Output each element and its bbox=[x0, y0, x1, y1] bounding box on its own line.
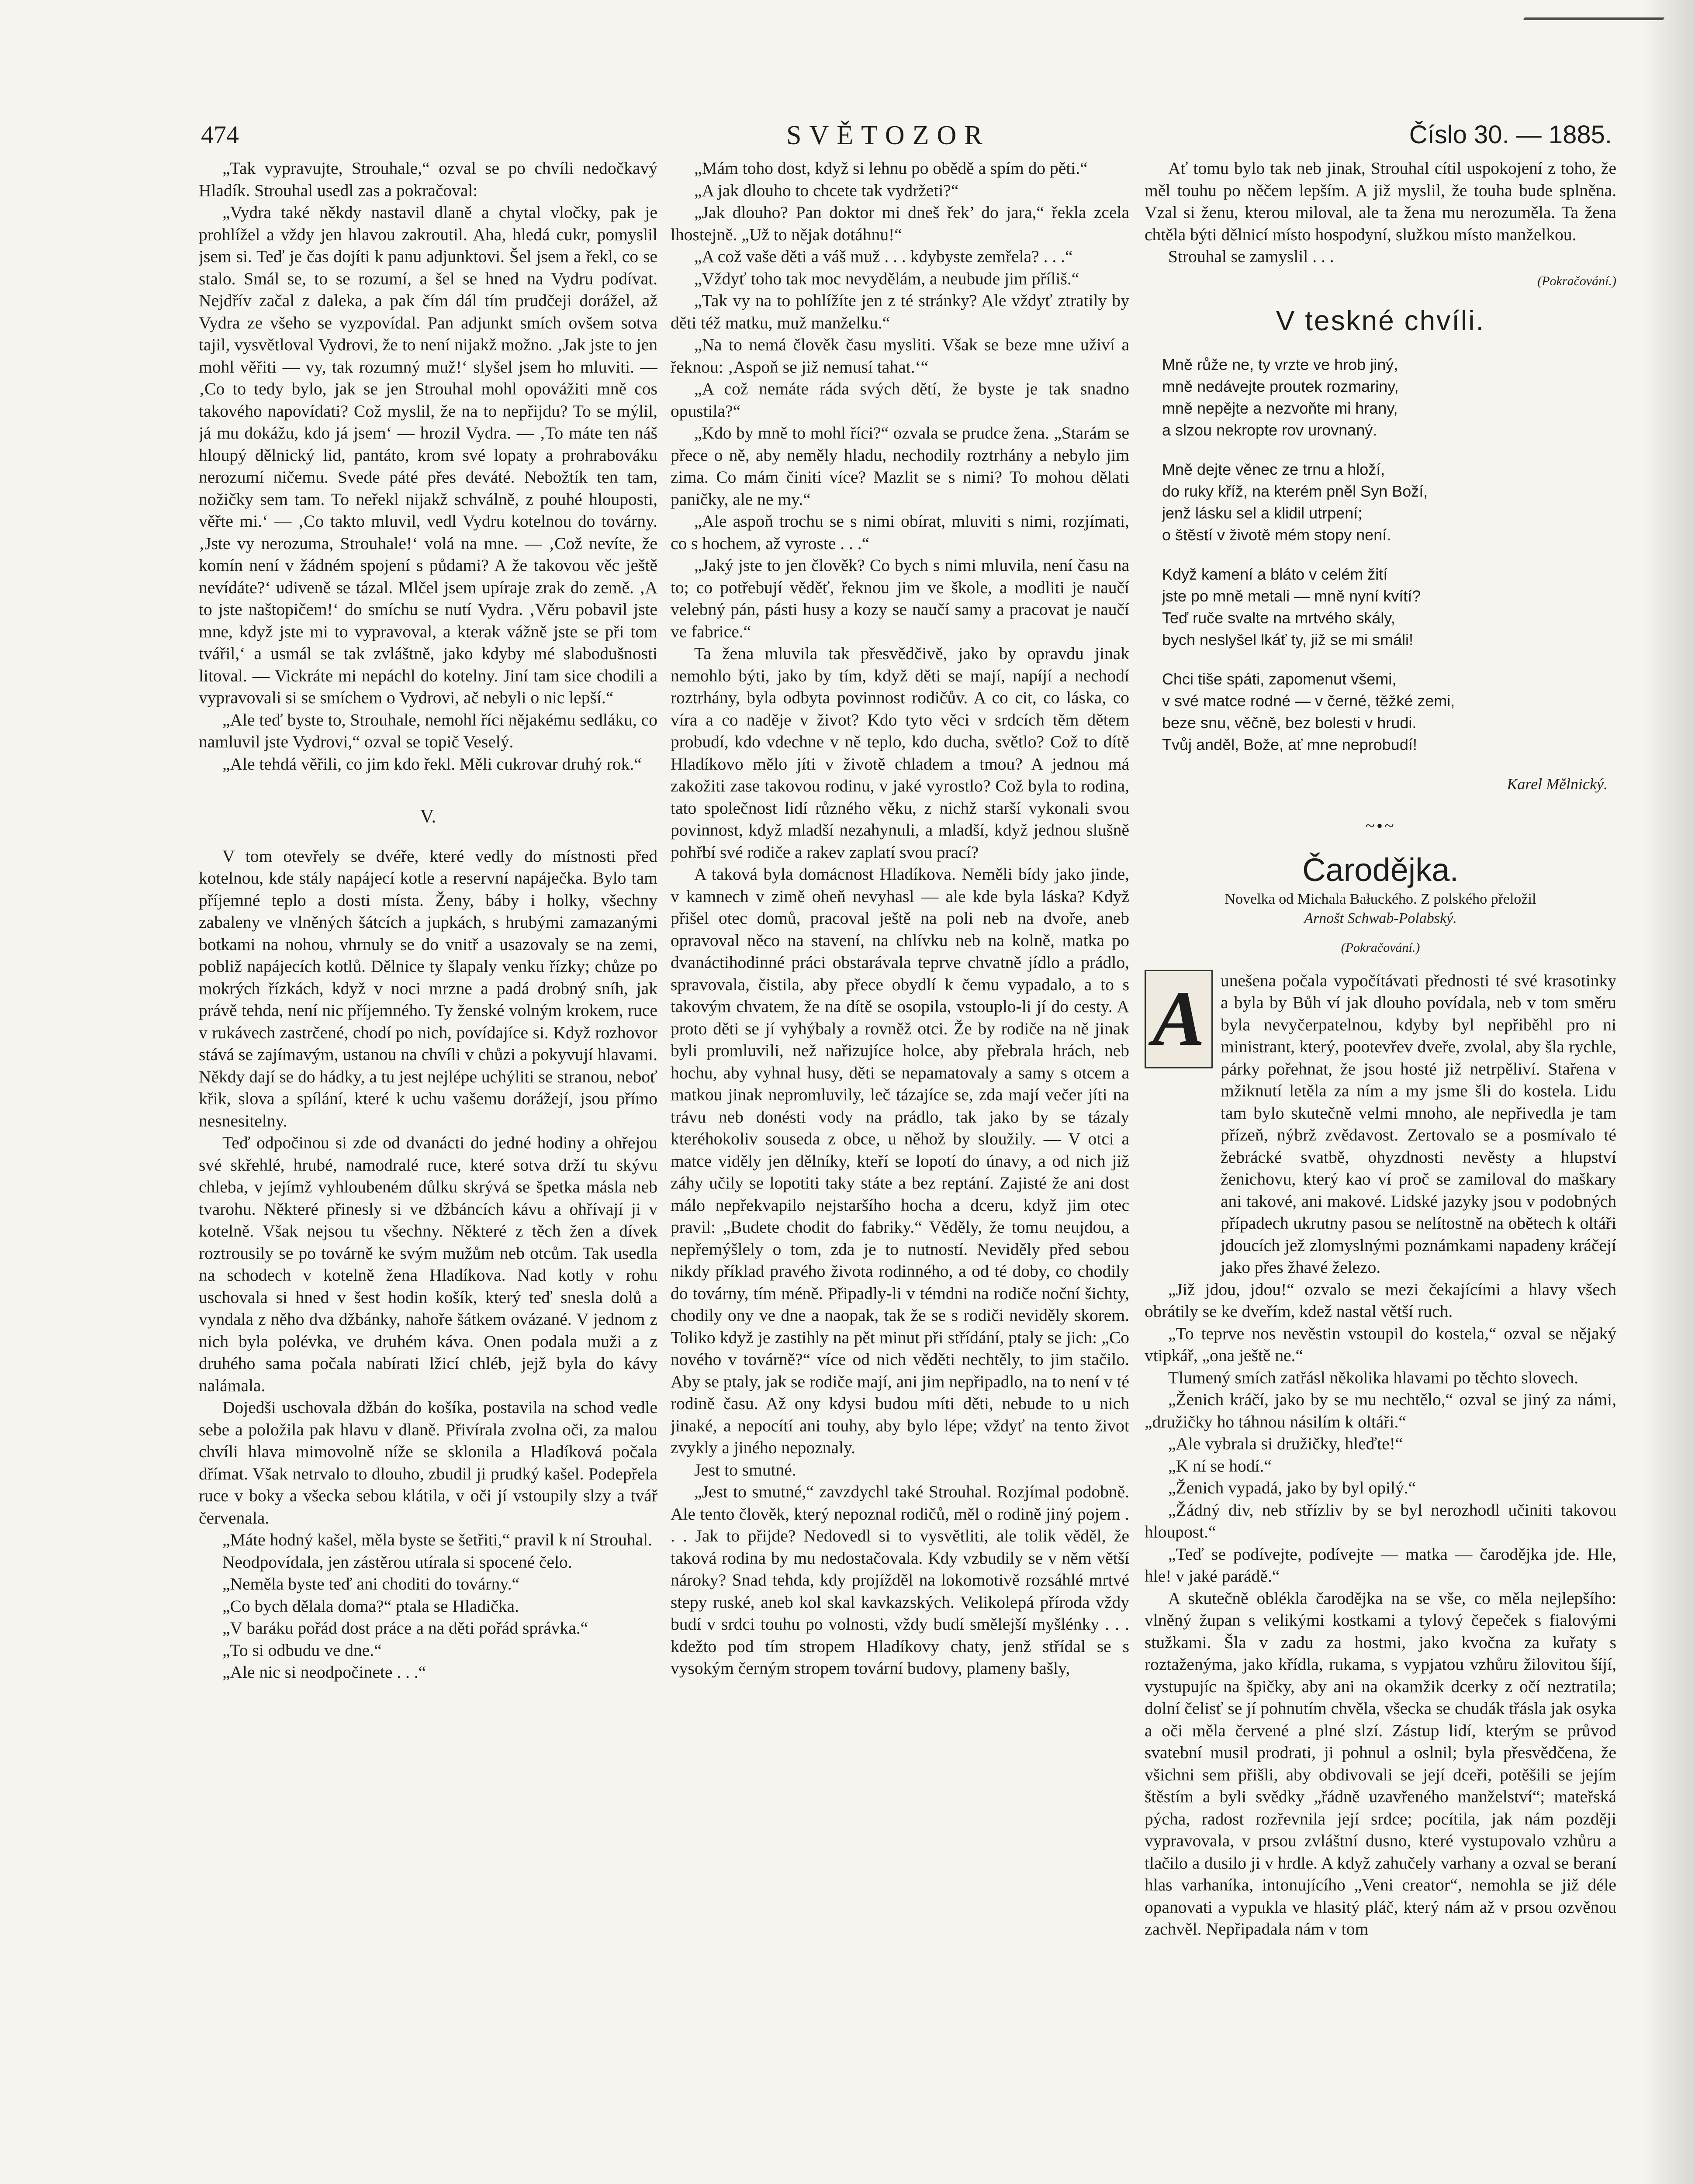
novel-translator: Arnošt Schwab-Polabský. bbox=[1304, 910, 1457, 926]
paragraph: „K ní se hodí.“ bbox=[1168, 1456, 1272, 1476]
paragraph: V tom otevřely se dvéře, které vedly do místnosti před kotelnou, kde stály napájecí kotle a reservní napáječka. Bylo tam příjemné teplo a dosti místa. Ženy, báby i holky, všechny zabaleny ve vlněných šátcích a jupkách, s hrubými zamazanými botkami na nohou, vhrnuly se do vnitř a usazovaly se na zemi, pobliž napájecích kotlů. Dělnice ty šlapaly venku řízky; chůze po mokrých řízkách, když v noci mrzne a padá drobný sníh, jak právě tehda, není nic příjemného. Ty ženské volným krokem, ruce v rukávech zastrčené, chodí po nich, povídajíce si. Když rozhovor stává se zajímavým, ustanou na chvíli v chůzi a pokyvují hlavami. Někdy dají se do hádky, a tu jest nejlépe uchýliti se stranou, neboť křik, slova a spílání, které k uchu vašemu dorážejí, jsou přímo nesnesitelny. bbox=[199, 846, 657, 1130]
novel bbox=[1145, 851, 1616, 1940]
paragraph: Jest to smutné. bbox=[694, 1460, 796, 1479]
page-header bbox=[201, 111, 1612, 151]
paragraph: Tlumený smích zatřásl několika hlavami po těchto slovech. bbox=[1168, 1368, 1578, 1387]
paragraph: „To si odbudu ve dne.“ bbox=[222, 1640, 382, 1660]
paragraph: „Ale tehdá věřili, co jim kdo řekl. Měli cukrovar druhý rok.“ bbox=[222, 754, 642, 774]
poem-line: Mně růže ne, ty vrzte ve hrob jiný, bbox=[1162, 355, 1398, 373]
poem-line: a slzou nekropte rov urovnaný. bbox=[1162, 421, 1377, 439]
story-text bbox=[671, 157, 1129, 1679]
poem-stanzas bbox=[1145, 354, 1616, 756]
column-2 bbox=[671, 157, 1129, 2184]
column-3 bbox=[1145, 157, 1616, 2184]
poem-line: o štěstí v životě mém stopy není. bbox=[1162, 525, 1391, 544]
poem-stanza bbox=[1162, 563, 1616, 651]
paragraph: „Co bych dělala doma?“ ptala se Hladička. bbox=[222, 1596, 519, 1616]
paragraph: „To teprve nos nevěstin vstoupil do kostela,“ ozval se nějaký vtipkář, „ona ještě ne.“ bbox=[1145, 1324, 1616, 1365]
paragraph: A taková byla domácnost Hladíkova. Neměli bídy jako jinde, v kamnech v zimě oheň nevyhasl — ale kde byla láska? Když přišel otec domů, pracoval ještě na poli neb na dvoře, aneb opravoval něco na stavení, na chlívku neb na kolně, matka po dvanáctihodinné práci obstarávala teprve chvatně jídlo a prádlo, spravovala, čistila, aby přece obydlí k čemu vypadalo, a to s takovým chvatem, že na dítě se osopila, vstouplo-li jí do cesty. A proto děti se jí vyhýbaly a rovněž otci. Že by rodiče na ně jinak byli promluvili, než nařizujíce holce, aby přebrala hrách, neb hochu, aby vyhnal husy, děti se nepamatovaly a samy s otcem a matkou jinak nepromluvily, leč tázajíce se, zda mají večer jíti na trávu neb donésti vody na prádlo, tak jako by se tázaly kteréhokoliv souseda z obce, u něhož by sloužily. — V otci a matce viděly jen dělníky, kteří se lopotí do únavy, a od nich již záhy učily se lopotiti taky státe a bez reptání. Zajisté že ani dost málo nepřekvapilo nejstaršího hocha a dceru, když jim otec pravil: „Budete chodit do fabriky.“ Věděly, že tomu neujdou, a nepřemýšlely o tom, zda je to nutností. Neviděly před sebou nikdy příklad pravého života rodinného, a od té doby, co chodily do továrny, tím méně. Připadly-li v témdni na rodiče noční šichty, chodily ony ve dne a naopak, tak že se s rodiči neviděly skorem. Toliko když je zastihly na pět minut při střídání, ptaly se jich: „Co nového v továrně?“ více od nich věděti nechtěly, to jim stačilo. Aby se ptaly, jak se rodiče mají, ani jim nepřipadlo, na to není v té rodině času. Až ony kdysi budou míti děti, nebude to u nich jinaké, a nepocítí ani touhy, aby bylo lépe; vždyť na tento život zvykly a jiného nepoznaly. bbox=[671, 864, 1129, 1457]
paragraph: „Ženich kráčí, jako by se mu nechtělo,“ ozval se jiný za námi, „družičky ho táhnou násilím k oltáři.“ bbox=[1145, 1390, 1616, 1431]
page-number: 474 bbox=[201, 121, 239, 149]
novel-first-paragraph: unešena počala vypočítávati přednosti té své krasotinky a byla by Bůh ví jak dlouho povídala, neb v tom směru byla nevyčerpatelnou, kdyby byl nepřiběhl pro ni ministrant, který, pootevřev dveře, zvolal, aby šla rychle, párky pořehnat, že jsou hosté již netrpěliví. Stařena v mžiknutí letěla za ním a my jsme šli do kostela. Lidu tam bylo skutečně velmi mnoho, ale nepřivedla je tam přízeň, nýbrž zvědavost. Zertovalo se a posmívalo té žebrácké svatbě, ohyzdnosti nevěsty a hlupství ženichovu, který kao ví proč se zamiloval do maškary ani takové, ani makové. Lidské jazyky jsou v podobných případech ukrutny pasou se nelítostně na obětech k oltáři jdoucích jež zlomyslnými poznámkami napadeny kráčejí jako přes žhavé železo. bbox=[1221, 971, 1616, 1277]
poem-stanza bbox=[1162, 354, 1616, 441]
paragraph: „Máte hodný kašel, měla byste se šetřiti,“ pravil k ní Strouhal. bbox=[222, 1530, 652, 1549]
column-1 bbox=[199, 157, 657, 2184]
paragraph: „A což nemáte ráda svých dětí, že byste je tak snadno opustila?“ bbox=[671, 379, 1129, 421]
paragraph: Teď odpočinou si zde od dvanácti do jedné hodiny a ohřejou své skřehlé, hrubé, namodralé ruce, které sotva drží tu skývu chleba, v jejímž vyhloubeném důlku skrývá se špetka másla neb tvarohu. Některé přinesly si ve džbáncích kávu a ohřívají ji v kotelně. Však nejsou tu všechny. Některé z těch žen a dívek roztrousily se po továrně ke svým mužům neb otcům. Tak usedla na schodech v kotelně žena Hladíkova. Nad kotly v rohu uschovala si hned v šest hodin košík, který teď snesla dolů a vyndala z něho dva džbánky, nahoře šátkem ovázané. V jednom z nich byla polévka, ve druhém káva. Onen podala muži a z druhého sama počala nabírati lžicí chléb, jejž byla do kávy nalámala. bbox=[199, 1133, 657, 1395]
scan-top-mark bbox=[1523, 0, 1675, 20]
issue-number: Číslo 30. — 1885. bbox=[1409, 121, 1612, 149]
paragraph: „Mám toho dost, když si lehnu po obědě a spím do pěti.“ bbox=[694, 159, 1088, 178]
paragraph: Ta žena mluvila tak přesvědčivě, jako by opravdu jinak nemohlo býti, jako by tím, když děti se mají, napíjí a nechodí roztrhány, byla odbyta povinnost rodičův. A co cit, co láska, co víra a co naděje v život? Kdo tyto věci v srdcích těm dětem probudí, kdo vdechne v ně teplo, kdo ducha, světlo? Což to dítě Hladíkovo mělo jíti v životě chladem a tmou? A jednou má zakožiti zase takovou rodinu, v jaké vyrostlo? Což byla to rodina, tato společnost lidí různého věku, z nichž starší vykonali svou povinnost, když mladší nezahynuli, a mladší, když jednou slušně pohřbí své rodiče a rakev zaplatí svou prací? bbox=[671, 644, 1129, 862]
decorated-initial: A bbox=[1145, 970, 1213, 1068]
poem-line: bych neslyšel lkáť ty, již se mi smáli! bbox=[1162, 630, 1413, 649]
paragraph: „A jak dlouho to chcete tak vydržeti?“ bbox=[694, 180, 959, 200]
poem-stanza bbox=[1162, 459, 1616, 546]
section-v-text bbox=[199, 845, 657, 1683]
poem-line: mně nedávejte proutek rozmariny, bbox=[1162, 377, 1399, 395]
poem-line: jenž lásku sel a klidil utrpení; bbox=[1162, 504, 1363, 522]
paragraph: „Vydra také někdy nastavil dlaně a chytal vločky, pak je prohlížel a vždy jen hlavou zakroutil. Aha, hledá cukr, pomyslil jsem si. Teď je čas dojíti k panu adjunktovi. Šel jsem a řekl, co se stalo. Smál se, to se rozumí, a šel se hned na Vydru podívat. Nejdřív začal z daleka, a pak čím dál tím prudčeji dorážel, až Vydra ze všeho se vyzpovídal. Pan adjunkt smích ovšem sotva tajil, vysvětloval Vydrovi, že to není nijakž možno. ‚Jak jste to jen mohl věřiti — vy, tak rozumný muž!‘ slyšel jsem ho mluviti. — ‚Co to tedy bylo, jak se jen Strouhal mohl opovážiti mně cos takového napovídati? Což myslil, že na to nepřijdu? To se mýlil, já mu dokážu, kdo já jsem‘ — hrozil Vydra. — ‚To máte ten náš hloupý dělnický lid, pantáto, krom své lopaty a prohrabováku nerozumí ničemu. Svede páté přes deváté. Nebožtík ten tam, nožičky sem tam. To neřekl nijakž schválně, z pouhé hlouposti, věřte mi.‘ — ‚Co takto mluvil, vedl Vydru kotelnou do továrny. ‚Jste vy nerozuma, Strouhale!‘ volá na mne. — ‚Což nevíte, že komín není v žádném spojení s půdami? A že takovou věc ještě nevídáte?‘ udiveně se tázal. Mlčel jsem upíraje zrak do země. ‚A to jste naštopičem!‘ do smíchu se nutí Vydra. ‚Věru pobavil jste mne, když jste mi to vypravoval, a kterak vážně jste se při tom tvářil,‘ a usmál se tak zvláštně, jako kdyby mé slabodušnosti litoval. — Vickráte mi nepáchl do kotelny. Jiní tam sice chodili a vypravovali si se smíchem o Vydrovi, ač nebyli o nic lepší.“ bbox=[199, 203, 657, 707]
paragraph: Strouhal se zamyslil . . . bbox=[1168, 247, 1334, 266]
paragraph: „Ale teď byste to, Strouhale, nemohl říci nějakému sedláku, co namluvil jste Vydrovi,“ ozval se topič Veselý. bbox=[199, 710, 657, 751]
paragraph: „Jaký jste to jen člověk? Co bych s nimi mluvila, není času na to; co potřebují věděť, řeknou jim ve škole, a modliti je naučí velebný pán, pásti husy a kozy se naučí samy a pracovat je naučí ve fabrice.“ bbox=[671, 556, 1129, 641]
paragraph: „Jest to smutné,“ zavzdychl také Strouhal. Rozjímal podobně. Ale tento člověk, který nepoznal rodičů, měl o rodině jiný pojem . . . Jak to přijde? Nedovedl si to vysvětliti, ale tolik věděl, že taková rodina by mu nedostačovala. Kdy vzbudily se v něm větší nároky? Snad tehda, kdy projížděl na lokomotivě rozsáhlé mrtvé stepy ruské, aneb kol skal kavkazských. Velikolepá příroda vždy budí v srdci touhu po volnosti, vždy budí smělejší myšlénky . . . kdežto pod tím stropem Hladíkovy chaty, jenž střídal se s vysokým černým stropem tovární budovy, plameny bašly, bbox=[671, 1482, 1129, 1678]
paragraph: „V baráku pořád dost práce a na děti pořád správka.“ bbox=[222, 1618, 588, 1638]
paragraph: „Ale vybrala si družičky, hleďte!“ bbox=[1168, 1434, 1403, 1453]
poem-line: Tvůj anděl, Bože, ať mne neprobudí! bbox=[1162, 735, 1417, 753]
poem-line: jste po mně metali — mně nyní kvítí? bbox=[1162, 587, 1421, 605]
paragraph: „Ale nic si neodpočinete . . .“ bbox=[222, 1662, 426, 1682]
poem-author: Karel Mělnický. bbox=[1507, 775, 1608, 793]
poem-line: v své matce rodné — v černé, těžké zemi, bbox=[1162, 691, 1455, 710]
paragraph: „A což vaše děti a váš muž . . . kdybyste zemřela? . . .“ bbox=[694, 247, 1073, 266]
paragraph: „Kdo by mně to mohl říci?“ ozvala se prudce žena. „Starám se přece o ně, aby neměly hladu, nechodily roztrhány a nebylo jim zima. Co mám činiti více? Mazlit se s nimi? To mohou dělati paničky, ale ne my.“ bbox=[671, 423, 1129, 509]
paragraph: „Teď se podívejte, podívejte — matka — čarodějka jde. Hle, hle! v jaké parádě.“ bbox=[1145, 1544, 1616, 1586]
novel-byline: Novelka od Michala Bałuckého. Z polského přeložil bbox=[1225, 891, 1536, 907]
paragraph: „Na to nemá člověk času mysliti. Však se beze mne uživí a řeknou: ‚Aspoň se již nemusí tahat.‘“ bbox=[671, 335, 1129, 377]
poem-stanza bbox=[1162, 668, 1616, 756]
novel-text bbox=[1145, 1279, 1616, 1940]
paragraph: Ať tomu bylo tak neb jinak, Strouhal cítil uspokojení z toho, že měl touhu po něčem lepším. A již myslil, že touha bude splněna. Vzal si ženu, kterou miloval, ale ta žena mu nerozuměla. Ta žena chtěla býti dělnicí místo hospodyní, služkou místo manželkou. bbox=[1145, 159, 1616, 244]
poem bbox=[1145, 305, 1616, 795]
poem-line: Teď ruče svalte na mrtvého skály, bbox=[1162, 608, 1395, 627]
poem-line: Když kamení a bláto v celém žití bbox=[1162, 565, 1388, 583]
paragraph: „Vždyť toho tak moc nevydělám, a neubude jim příliš.“ bbox=[694, 269, 1079, 288]
paragraph: „Ženich vypadá, jako by byl opilý.“ bbox=[1168, 1478, 1416, 1497]
paragraph: A skutečně oblékla čarodějka na se vše, co měla nejlepšího: vlněný župan s velikými kostkami a tylový čepeček s fialovými stužkami. Šla v zadu za hostmi, jako kvočna za kuřaty s roztaženýma, jako křídla, rukama, s vypjatou vzhůru žilovitou šíjí, vystupujíc na špičky, aby ani na okamžik dcerky z očí neztratila; dolní čelisť se jí pohnutím chvěla, všecka se chudák třásla jak osyka a oči měla červené a plné slzí. Zástup lidí, kterým se průvod svatební musil prodrati, ji pohnul a oslnil; byla přesvědčena, že všichni sem přišli, aby obdivovali se její dceři, potěšili se jejím štěstím a byli svědky „řádně uzavřeného manželství“; mateřská pýcha, radost rozřevnila její srdce; pocítila, jak nám později vypravovala, v prsou zvláštní dusno, které vystupovalo vzhůru a tlačilo a dusilo ji v hrdle. A když zahučely varhany a ozval se beraní hlas varhaníka, intonujícího „Veni creator“, nemohla se již déle opanovati a vypukla ve hlasitý pláč, který nám až v prsou ozvěnou zachvěl. Nepřipadala nám v tom bbox=[1145, 1588, 1616, 1939]
journal-title: SVĚTOZOR bbox=[786, 121, 990, 150]
poem-title: V teskné chvíli. bbox=[1276, 305, 1485, 336]
poem-line: beze snu, věčně, bez bolesti v hrudi. bbox=[1162, 713, 1417, 732]
novel-opening bbox=[1145, 970, 1616, 1279]
divider-ornament: ~•~ bbox=[1365, 816, 1396, 836]
paragraph: Dojedši uschovala džbán do košíka, postavila na schod vedle sebe a položila pak hlavu v dlaně. Přivírala zvolna oči, za malou chvíli hlava mimovolně níže se sklonila a Hladíková počala dřímat. Však netrvalo to dlouho, zbudil ji prudký kašel. Podepřela ruce v boky a všecka sebou klátila, v oči jí vstoupily slzy a tvář červenala. bbox=[199, 1398, 657, 1527]
poem-line: Mně dejte věnec ze trnu a hloží, bbox=[1162, 460, 1385, 478]
paragraph: Neodpovídala, jen zástěrou utírala si spocené čelo. bbox=[222, 1552, 572, 1572]
novel-title: Čarodějka. bbox=[1302, 851, 1459, 888]
paragraph: „Jak dlouho? Pan doktor mi dneš řek’ do jara,“ řekla zcela lhostejně. „Už to nějak dotáhnu!“ bbox=[671, 203, 1129, 244]
poem-line: Chci tiše spáti, zapomenut všemi, bbox=[1162, 670, 1397, 688]
poem-line: do ruky kříž, na kterém pněl Syn Boží, bbox=[1162, 482, 1428, 500]
paragraph: „Žádný div, neb střízliv by se byl nerozhodl učiniti takovou hloupost.“ bbox=[1145, 1500, 1616, 1541]
page-edge-shadow bbox=[1643, 0, 1695, 2184]
story-continuation bbox=[199, 157, 657, 775]
continued-note: (Pokračování.) bbox=[1537, 273, 1616, 288]
paragraph: „Ale aspoň trochu se s nimi obírat, mluviti s nimi, rozjímati, co s hochem, až vyroste . . .“ bbox=[671, 511, 1129, 553]
paragraph: „Neměla byste teď ani choditi do továrny.“ bbox=[222, 1574, 519, 1593]
paragraph: „Tak vypravujte, Strouhale,“ ozval se po chvíli nedočkavý Hladík. Strouhal usedl zas a pokračoval: bbox=[199, 159, 657, 200]
poem-line: mně nepějte a nezvoňte mi hrany, bbox=[1162, 399, 1398, 417]
novel-continued-note: (Pokračování.) bbox=[1341, 940, 1420, 955]
section-heading: V. bbox=[420, 805, 436, 827]
paragraph: „Tak vy na to pohlížíte jen z té stránky? Ale vždyť ztratily by děti též matku, muž manželku.“ bbox=[671, 291, 1129, 332]
story-ending bbox=[1145, 157, 1616, 268]
paragraph: „Již jdou, jdou!“ ozvalo se mezi čekajícími a hlavy všech obrátily se ke dveřím, kdež nastal větší ruch. bbox=[1145, 1279, 1616, 1321]
